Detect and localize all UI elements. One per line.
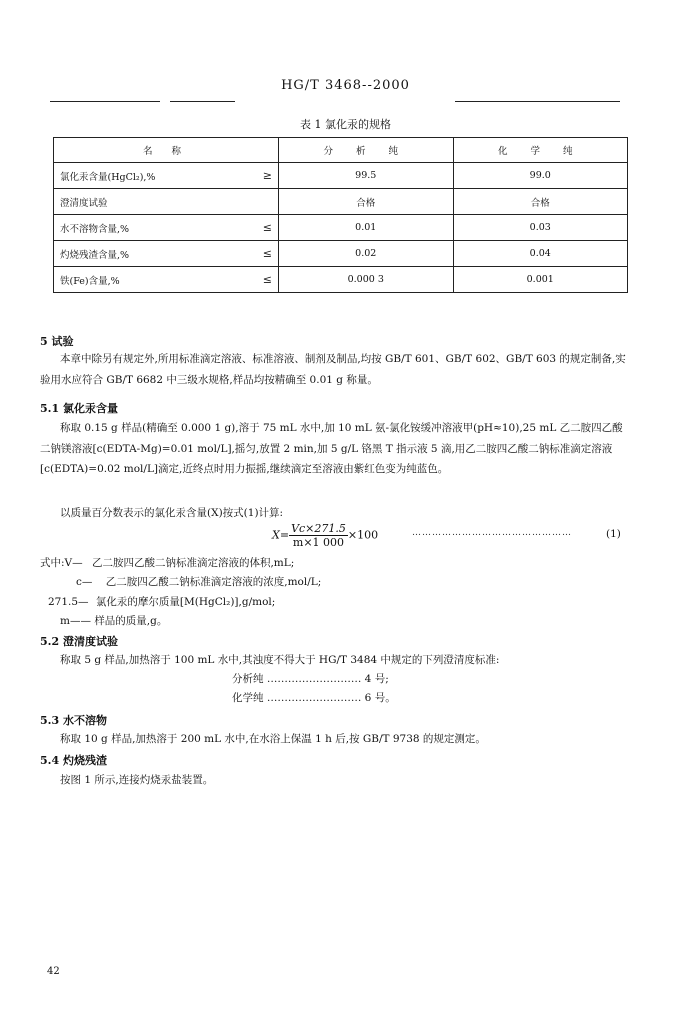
formula-numerator: Vc×271.5 xyxy=(291,522,346,535)
formula-dots: ………………………………………… xyxy=(412,528,572,538)
where-line xyxy=(76,574,321,589)
row-cp-value: 0.03 xyxy=(453,215,628,241)
formula-1 xyxy=(272,522,378,549)
table-header-row xyxy=(54,138,628,163)
table-row xyxy=(54,215,628,241)
formula-lhs: X= xyxy=(272,528,290,542)
section-5-2-body: 称取 5 g 样品,加热溶于 100 mL 水中,其浊度不得大于 HG/T 3484 中规定的下列澄清度标准: xyxy=(60,654,500,666)
row-name: 灼烧残渣含量,% xyxy=(54,241,237,267)
col-header-name: 名 称 xyxy=(54,138,279,163)
where-symbol: 271.5— xyxy=(48,596,89,608)
section-5-intro xyxy=(40,349,630,390)
section-5-1-heading: 5.1 氯化汞含量 xyxy=(40,402,118,415)
section-5-3-body: 称取 10 g 样品,加热溶于 200 mL 水中,在水浴上保温 1 h 后,按 GB/T 9738 的规定测定。 xyxy=(60,733,486,745)
where-text: 氯化汞的摩尔质量[M(HgCl₂)],g/mol; xyxy=(95,596,276,608)
where-line xyxy=(48,594,275,609)
row-name: 铁(Fe)含量,% xyxy=(54,267,237,293)
clarity-standard-cp: 化学纯 ……………………… 6 号。 xyxy=(232,692,396,704)
section-5-intro-text: 本章中除另有规定外,所用标准滴定溶液、标准溶液、制剂及制品,均按 GB/T 601、GB/T 602、GB/T 603 的规定制备,实验用水应符合 GB/T 6682 中三级水规格,样品均按精确至 0.01 g 称量。 xyxy=(40,353,626,386)
where-text: 样品的质量,g。 xyxy=(94,615,168,627)
table-row xyxy=(54,267,628,293)
section-5-1-body xyxy=(40,418,630,480)
col-header-ar: 分 析 纯 xyxy=(279,138,454,163)
formula-tail: ×100 xyxy=(347,528,379,542)
section-5-3-heading: 5.3 水不溶物 xyxy=(40,714,107,727)
document-code: HG/T 3468--2000 xyxy=(281,78,410,93)
row-ar-value: 0.000 3 xyxy=(279,267,454,293)
formula-fraction xyxy=(289,522,348,549)
section-5-1-body-text: 称取 0.15 g 样品(精确至 0.000 1 g),溶于 75 mL 水中,加 10 mL 氨-氯化铵缓冲溶液甲(pH≈10),25 mL 乙二胺四乙酸二钠镁溶液[c(EDTA-Mg)=0.01 mol/L],摇匀,放置 2 min,加 5 g/L 铬黑 T 指示液 5 滴,用乙二胺四乙酸二钠标准滴定溶液[c(EDTA)=0.02 mol/L]滴定,近终点时用力振摇,继续滴定至溶液由紫红色变为纯蓝色。 xyxy=(40,422,623,475)
where-text: 乙二胺四乙酸二钠标准滴定溶液的体积,mL; xyxy=(91,557,295,569)
row-name: 水不溶物含量,% xyxy=(54,215,237,241)
table-row xyxy=(54,189,628,215)
table-row xyxy=(54,241,628,267)
where-symbol: m—— xyxy=(60,615,91,627)
section-5-2-heading: 5.2 澄清度试验 xyxy=(40,635,118,648)
formula-denominator: m×1 000 xyxy=(292,536,345,549)
row-ar-value: 0.02 xyxy=(279,241,454,267)
table-row xyxy=(54,163,628,189)
where-symbol: 式中:V— xyxy=(40,557,83,569)
row-ar-value: 99.5 xyxy=(279,163,454,189)
row-name: 澄清度试验 xyxy=(54,189,237,215)
section-5-4-heading: 5.4 灼烧残渣 xyxy=(40,754,107,767)
where-line xyxy=(60,613,167,628)
row-symbol: ≥ xyxy=(236,163,279,189)
row-cp-value: 0.04 xyxy=(453,241,628,267)
clarity-standard-ar: 分析纯 ……………………… 4 号; xyxy=(232,673,389,685)
formula-number: (1) xyxy=(606,528,621,540)
row-ar-value: 0.01 xyxy=(279,215,454,241)
header-rule-left xyxy=(50,101,160,102)
header-rule-mid xyxy=(170,101,235,102)
row-ar-value: 合格 xyxy=(279,189,454,215)
table-caption: 表 1 氯化汞的规格 xyxy=(300,118,391,131)
spec-table xyxy=(53,137,628,293)
row-name: 氯化汞含量(HgCl₂),% xyxy=(54,163,237,189)
col-header-cp: 化 学 纯 xyxy=(453,138,628,163)
section-5-heading: 5 试验 xyxy=(40,335,74,348)
row-symbol: ≤ xyxy=(236,241,279,267)
section-5-4-body: 按图 1 所示,连接灼烧汞盐装置。 xyxy=(60,774,214,786)
row-symbol xyxy=(236,189,279,215)
row-cp-value: 合格 xyxy=(453,189,628,215)
calc-intro: 以质量百分数表示的氯化汞含量(X)按式(1)计算: xyxy=(60,507,284,519)
where-text: 乙二胺四乙酸二钠标准滴定溶液的浓度,mol/L; xyxy=(105,576,322,588)
where-line xyxy=(40,555,294,570)
where-symbol: c— xyxy=(76,576,93,588)
row-cp-value: 0.001 xyxy=(453,267,628,293)
row-symbol: ≤ xyxy=(236,267,279,293)
row-cp-value: 99.0 xyxy=(453,163,628,189)
row-symbol: ≤ xyxy=(236,215,279,241)
page-number: 42 xyxy=(47,966,60,977)
header-rule-right xyxy=(455,101,620,102)
